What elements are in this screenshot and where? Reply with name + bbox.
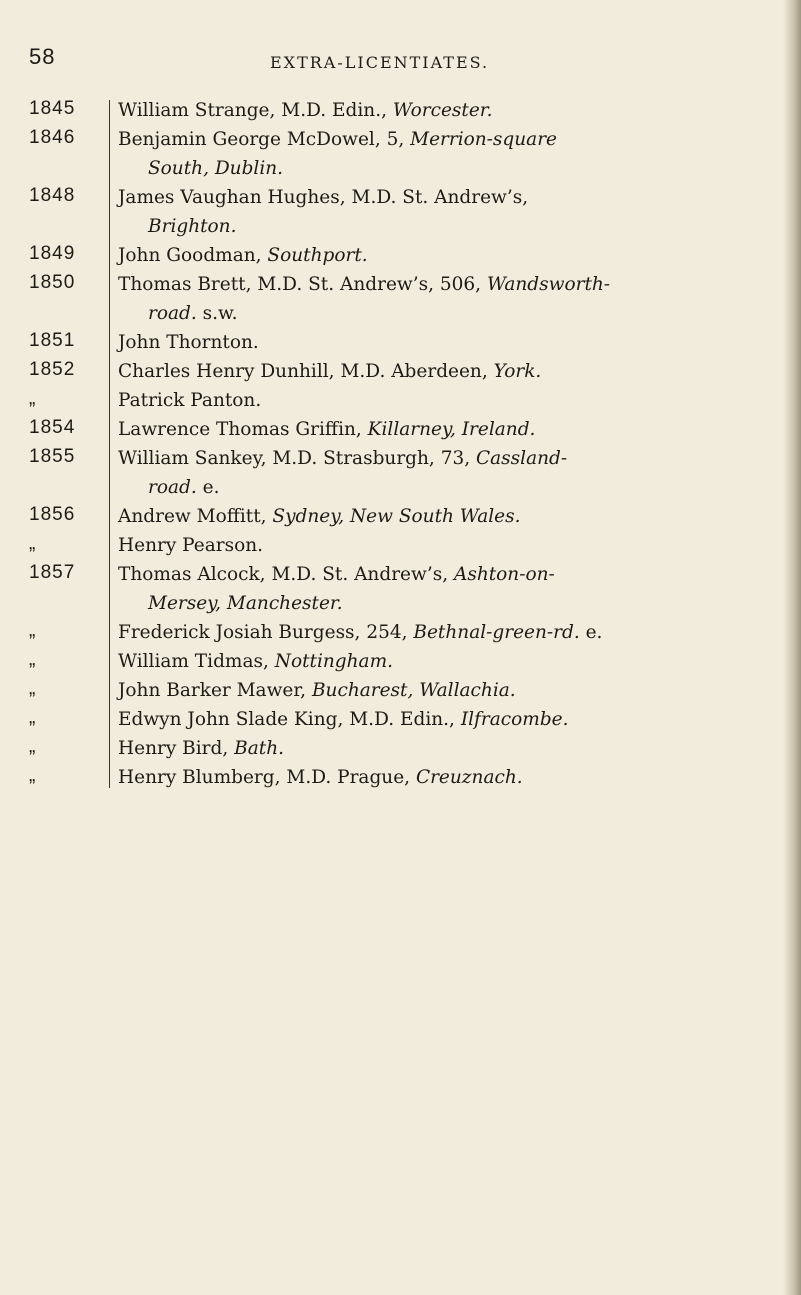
entry-year: „ (29, 765, 37, 786)
entry-year: 1852 (29, 359, 76, 380)
name-text: Frederick Josiah Burgess, 254, (118, 622, 414, 643)
entry-line (118, 444, 768, 473)
entry (0, 560, 801, 618)
entry-year: „ (29, 620, 37, 641)
entry-line (118, 183, 768, 212)
name-text: Edwyn John Slade King, M.D. Edin., (118, 709, 461, 730)
entry-year: „ (29, 678, 37, 699)
entry (0, 125, 801, 183)
entry-year: 1857 (29, 562, 76, 583)
entry-text (118, 96, 768, 125)
place-text: Cassland- (476, 448, 568, 469)
entry (0, 502, 801, 531)
name-text: William Strange, M.D. Edin., (118, 100, 393, 121)
entry (0, 705, 801, 734)
name-text: James Vaughan Hughes, M.D. St. Andrew’s, (118, 187, 529, 208)
name-text: Andrew Moffitt, (118, 506, 273, 527)
entry-line (118, 560, 768, 589)
entry-year: 1856 (29, 504, 76, 525)
entry-text (118, 531, 768, 560)
entry-continuation-line (118, 212, 768, 241)
place-text: Merrion-square (410, 129, 557, 150)
entry (0, 96, 801, 125)
running-title: EXTRA-LICENTIATES. (270, 53, 490, 72)
place-text: road. (148, 303, 197, 324)
place-text: Bath. (234, 738, 284, 759)
entries-list (0, 96, 801, 792)
entry-line (118, 125, 768, 154)
entry-text (118, 763, 768, 792)
entry-line (118, 96, 768, 125)
entry (0, 734, 801, 763)
entry-line (118, 618, 768, 647)
entry-continuation-line (118, 299, 768, 328)
name-text: Thomas Brett, M.D. St. Andrew’s, 506, (118, 274, 487, 295)
place-text: Mersey, Manchester. (148, 593, 343, 614)
entry-text (118, 444, 768, 502)
entry-text (118, 125, 768, 183)
entry (0, 415, 801, 444)
entry-line (118, 328, 768, 357)
entry-year: „ (29, 736, 37, 757)
name-text: Charles Henry Dunhill, M.D. Aberdeen, (118, 361, 494, 382)
entry-text (118, 618, 768, 647)
name-text: e. (196, 477, 220, 498)
page-number: 58 (29, 44, 56, 69)
place-text: Southport. (267, 245, 368, 266)
entry (0, 444, 801, 502)
entry (0, 386, 801, 415)
place-text: Ashton-on- (453, 564, 555, 585)
entry-year: 1848 (29, 185, 76, 206)
place-text: York. (493, 361, 542, 382)
entry (0, 241, 801, 270)
entry-year: 1854 (29, 417, 76, 438)
entry-text (118, 647, 768, 676)
entry-line (118, 386, 768, 415)
entry (0, 183, 801, 241)
entry-text (118, 183, 768, 241)
entry (0, 676, 801, 705)
place-text: road. (148, 477, 197, 498)
place-text: Nottingham. (274, 651, 393, 672)
entry-text (118, 734, 768, 763)
place-text: Worcester. (392, 100, 493, 121)
entry-year: „ (29, 533, 37, 554)
entry-line (118, 357, 768, 386)
place-text: Ilfracombe. (460, 709, 569, 730)
entry-text (118, 415, 768, 444)
page-header (0, 44, 801, 84)
entry-line (118, 705, 768, 734)
entry-year: „ (29, 707, 37, 728)
entry-line (118, 531, 768, 560)
entry (0, 647, 801, 676)
entry (0, 328, 801, 357)
entry-year: „ (29, 388, 37, 409)
entry-text (118, 676, 768, 705)
entry (0, 357, 801, 386)
entry-text (118, 502, 768, 531)
entry-line (118, 647, 768, 676)
name-text: Patrick Panton. (118, 390, 262, 411)
place-text: Sydney, New South Wales. (272, 506, 521, 527)
entry-line (118, 676, 768, 705)
entry-year: 1851 (29, 330, 76, 351)
entry-text (118, 357, 768, 386)
place-text: Bucharest, Wallachia. (311, 680, 516, 701)
entry (0, 270, 801, 328)
name-text: Thomas Alcock, M.D. St. Andrew’s, (118, 564, 454, 585)
entry-text (118, 560, 768, 618)
entry-year: „ (29, 649, 37, 670)
entry-text (118, 386, 768, 415)
entry-text (118, 241, 768, 270)
entry-text (118, 328, 768, 357)
name-text: Lawrence Thomas Griffin, (118, 419, 368, 440)
entry-year: 1850 (29, 272, 76, 293)
entry-continuation-line (118, 589, 768, 618)
name-text: John Goodman, (118, 245, 268, 266)
entry-year: 1855 (29, 446, 76, 467)
place-text: Wandsworth- (486, 274, 611, 295)
entry-line (118, 415, 768, 444)
entry-line (118, 241, 768, 270)
place-text: South, Dublin. (148, 158, 284, 179)
entry-line (118, 734, 768, 763)
name-text: William Sankey, M.D. Strasburgh, 73, (118, 448, 476, 469)
entry-year: 1846 (29, 127, 76, 148)
entry-text (118, 270, 768, 328)
name-text: Benjamin George McDowel, 5, (118, 129, 411, 150)
entry (0, 763, 801, 792)
place-text: Brighton. (148, 216, 237, 237)
name-text: e. (579, 622, 603, 643)
entry (0, 531, 801, 560)
entry (0, 618, 801, 647)
entry-year: 1845 (29, 98, 76, 119)
name-text: s.w. (196, 303, 238, 324)
name-text: John Barker Mawer, (118, 680, 312, 701)
name-text: Henry Blumberg, M.D. Prague, (118, 767, 416, 788)
name-text: John Thornton. (118, 332, 259, 353)
entry-continuation-line (118, 154, 768, 183)
entry-line (118, 270, 768, 299)
place-text: Bethnal-green-rd. (413, 622, 580, 643)
name-text: Henry Bird, (118, 738, 235, 759)
name-text: Henry Pearson. (118, 535, 264, 556)
place-text: Killarney, Ireland. (367, 419, 536, 440)
place-text: Creuznach. (415, 767, 523, 788)
entry-line (118, 502, 768, 531)
entry-continuation-line (118, 473, 768, 502)
entry-line (118, 763, 768, 792)
name-text: William Tidmas, (118, 651, 275, 672)
entry-year: 1849 (29, 243, 76, 264)
entry-text (118, 705, 768, 734)
